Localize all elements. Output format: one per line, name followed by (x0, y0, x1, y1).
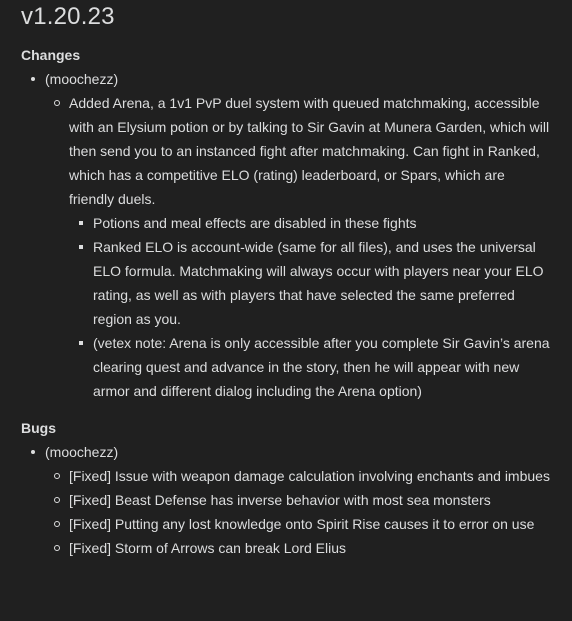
list-item (21, 440, 551, 560)
bug-text: [Fixed] Putting any lost knowledge onto Spirit Rise causes it to error on use (69, 516, 535, 532)
bullet-square-icon (69, 211, 93, 235)
bullet-circle-icon (45, 512, 69, 536)
list-item (45, 91, 551, 403)
bullet-dot-icon (21, 440, 45, 464)
change-details-list (69, 211, 551, 403)
bugs-list (21, 440, 551, 560)
changes-sublist (45, 91, 551, 403)
changes-list (21, 67, 551, 403)
list-item (69, 211, 551, 235)
bullet-circle-icon (45, 536, 69, 560)
detail-text: (vetex note: Arena is only accessible after you complete Sir Gavin’s arena clearing quest and advance in the story, then he will appear with new armor and different dialog including the Arena option) (93, 335, 550, 399)
section-heading-bugs: Bugs (21, 420, 56, 436)
list-item (45, 464, 551, 488)
bullet-square-icon (69, 331, 93, 355)
list-item (21, 67, 551, 403)
bug-text: [Fixed] Issue with weapon damage calculation involving enchants and imbues (69, 468, 550, 484)
bullet-circle-icon (45, 464, 69, 488)
bullet-circle-icon (45, 91, 69, 115)
section-heading-changes: Changes (21, 47, 81, 63)
bullet-dot-icon (21, 67, 45, 91)
detail-text: Potions and meal effects are disabled in these fights (93, 215, 417, 231)
bullet-circle-icon (45, 488, 69, 512)
list-item (45, 536, 551, 560)
list-item (45, 512, 551, 536)
bugs-sublist (45, 464, 551, 560)
list-item (69, 331, 551, 403)
bullet-square-icon (69, 235, 93, 259)
bug-text: [Fixed] Storm of Arrows can break Lord Elius (69, 540, 346, 556)
list-item (69, 235, 551, 331)
list-item (45, 488, 551, 512)
patch-notes (21, 0, 551, 560)
author-label: (moochezz) (45, 444, 119, 460)
change-text: Added Arena, a 1v1 PvP duel system with queued matchmaking, accessible with an Elysium potion or by talking to Sir Gavin at Munera Garden, which will then send you to an instanced fight after matchmaking. Can fight in Ranked, which has a competitive ELO (rating) leaderboard, or Spars, which are friendly duels. (69, 95, 550, 207)
author-label: (moochezz) (45, 71, 119, 87)
bug-text: [Fixed] Beast Defense has inverse behavior with most sea monsters (69, 492, 491, 508)
detail-text: Ranked ELO is account-wide (same for all files), and uses the universal ELO formula. Matchmaking will always occur with players near your ELO rating, as well as with players that have selected the same preferred region as you. (93, 239, 544, 327)
version-title: v1.20.23 (21, 3, 115, 30)
